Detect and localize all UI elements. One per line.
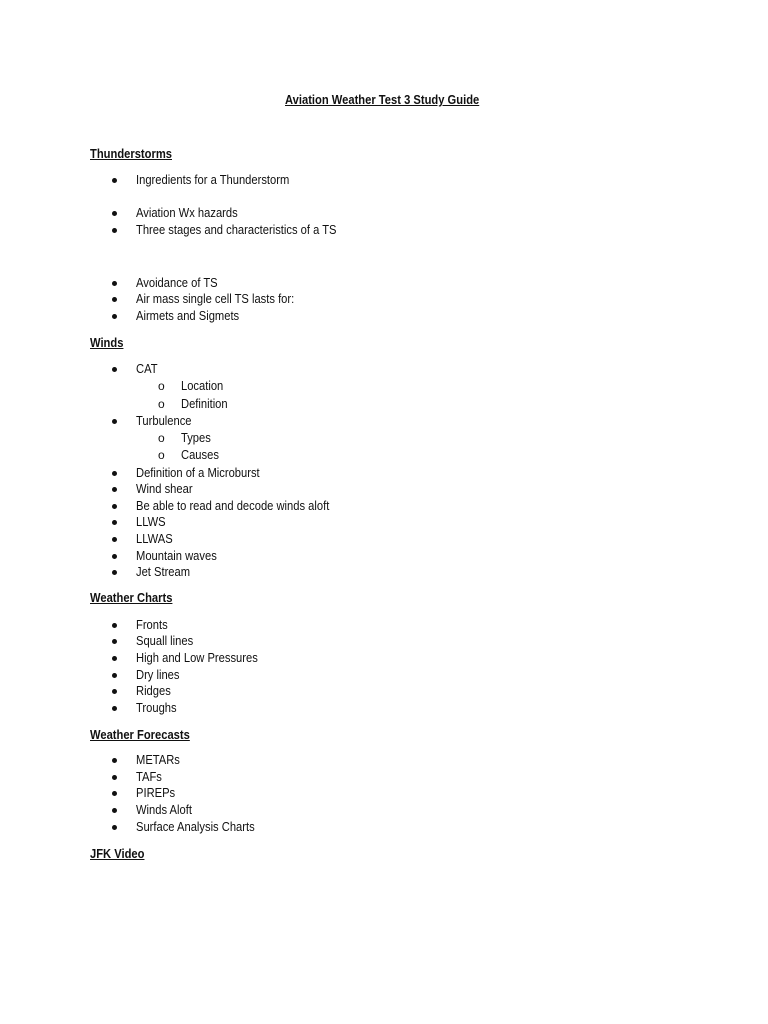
list-item: Jet Stream	[136, 564, 191, 579]
sub-bullet-icon: o	[158, 379, 165, 393]
bullet-icon	[112, 802, 120, 818]
section-heading-thunderstorms: Thunderstorms	[90, 146, 172, 161]
list-item: Airmets and Sigmets	[136, 308, 240, 323]
section-heading-jfk-video: JFK Video	[90, 846, 145, 861]
list-item: Ridges	[136, 683, 171, 698]
list-item: LLWS	[136, 514, 166, 529]
bullet-icon	[112, 275, 120, 291]
list-item: Wind shear	[136, 481, 193, 496]
bullet-icon	[112, 531, 120, 547]
list-item: Mountain waves	[136, 548, 217, 563]
bullet-icon	[112, 222, 120, 238]
list-item: Troughs	[136, 700, 177, 715]
bullet-icon	[112, 700, 120, 716]
bullet-icon	[112, 361, 120, 377]
bullet-icon	[112, 564, 120, 580]
list-item: Squall lines	[136, 633, 194, 648]
sub-bullet-icon: o	[158, 448, 165, 462]
bullet-icon	[112, 819, 120, 835]
bullet-icon	[112, 465, 120, 481]
bullet-icon	[112, 514, 120, 530]
bullet-icon	[112, 752, 120, 768]
list-item: METARs	[136, 752, 180, 767]
list-item: LLWAS	[136, 531, 173, 546]
sub-list-item: Location	[181, 378, 224, 393]
bullet-icon	[112, 633, 120, 649]
bullet-icon	[112, 413, 120, 429]
list-item: Turbulence	[136, 413, 192, 428]
bullet-icon	[112, 769, 120, 785]
section-heading-winds: Winds	[90, 335, 124, 350]
bullet-icon	[112, 785, 120, 801]
sub-bullet-icon: o	[158, 431, 165, 445]
sub-list-item: Types	[181, 430, 211, 445]
list-item: Definition of a Microburst	[136, 465, 260, 480]
sub-list-item: Definition	[181, 396, 228, 411]
bullet-icon	[112, 667, 120, 683]
list-item: Ingredients for a Thunderstorm	[136, 172, 290, 187]
sub-bullet-icon: o	[158, 397, 165, 411]
bullet-icon	[112, 291, 120, 307]
sub-list-item: Causes	[181, 447, 219, 462]
bullet-icon	[112, 498, 120, 514]
list-item: Surface Analysis Charts	[136, 819, 255, 834]
bullet-icon	[112, 683, 120, 699]
list-item: CAT	[136, 361, 158, 376]
document-title: Aviation Weather Test 3 Study Guide	[285, 92, 480, 107]
bullet-icon	[112, 308, 120, 324]
section-heading-weather-charts: Weather Charts	[90, 590, 173, 605]
list-item: Dry lines	[136, 667, 180, 682]
list-item: TAFs	[136, 769, 162, 784]
bullet-icon	[112, 205, 120, 221]
bullet-icon	[112, 548, 120, 564]
list-item: PIREPs	[136, 785, 176, 800]
list-item: Three stages and characteristics of a TS	[136, 222, 337, 237]
list-item: Air mass single cell TS lasts for:	[136, 291, 295, 306]
list-item: Be able to read and decode winds aloft	[136, 498, 330, 513]
section-heading-weather-forecasts: Weather Forecasts	[90, 727, 190, 742]
list-item: Fronts	[136, 617, 168, 632]
bullet-icon	[112, 172, 120, 188]
list-item: Aviation Wx hazards	[136, 205, 238, 220]
bullet-icon	[112, 617, 120, 633]
bullet-icon	[112, 481, 120, 497]
bullet-icon	[112, 650, 120, 666]
list-item: High and Low Pressures	[136, 650, 258, 665]
list-item: Avoidance of TS	[136, 275, 218, 290]
list-item: Winds Aloft	[136, 802, 192, 817]
